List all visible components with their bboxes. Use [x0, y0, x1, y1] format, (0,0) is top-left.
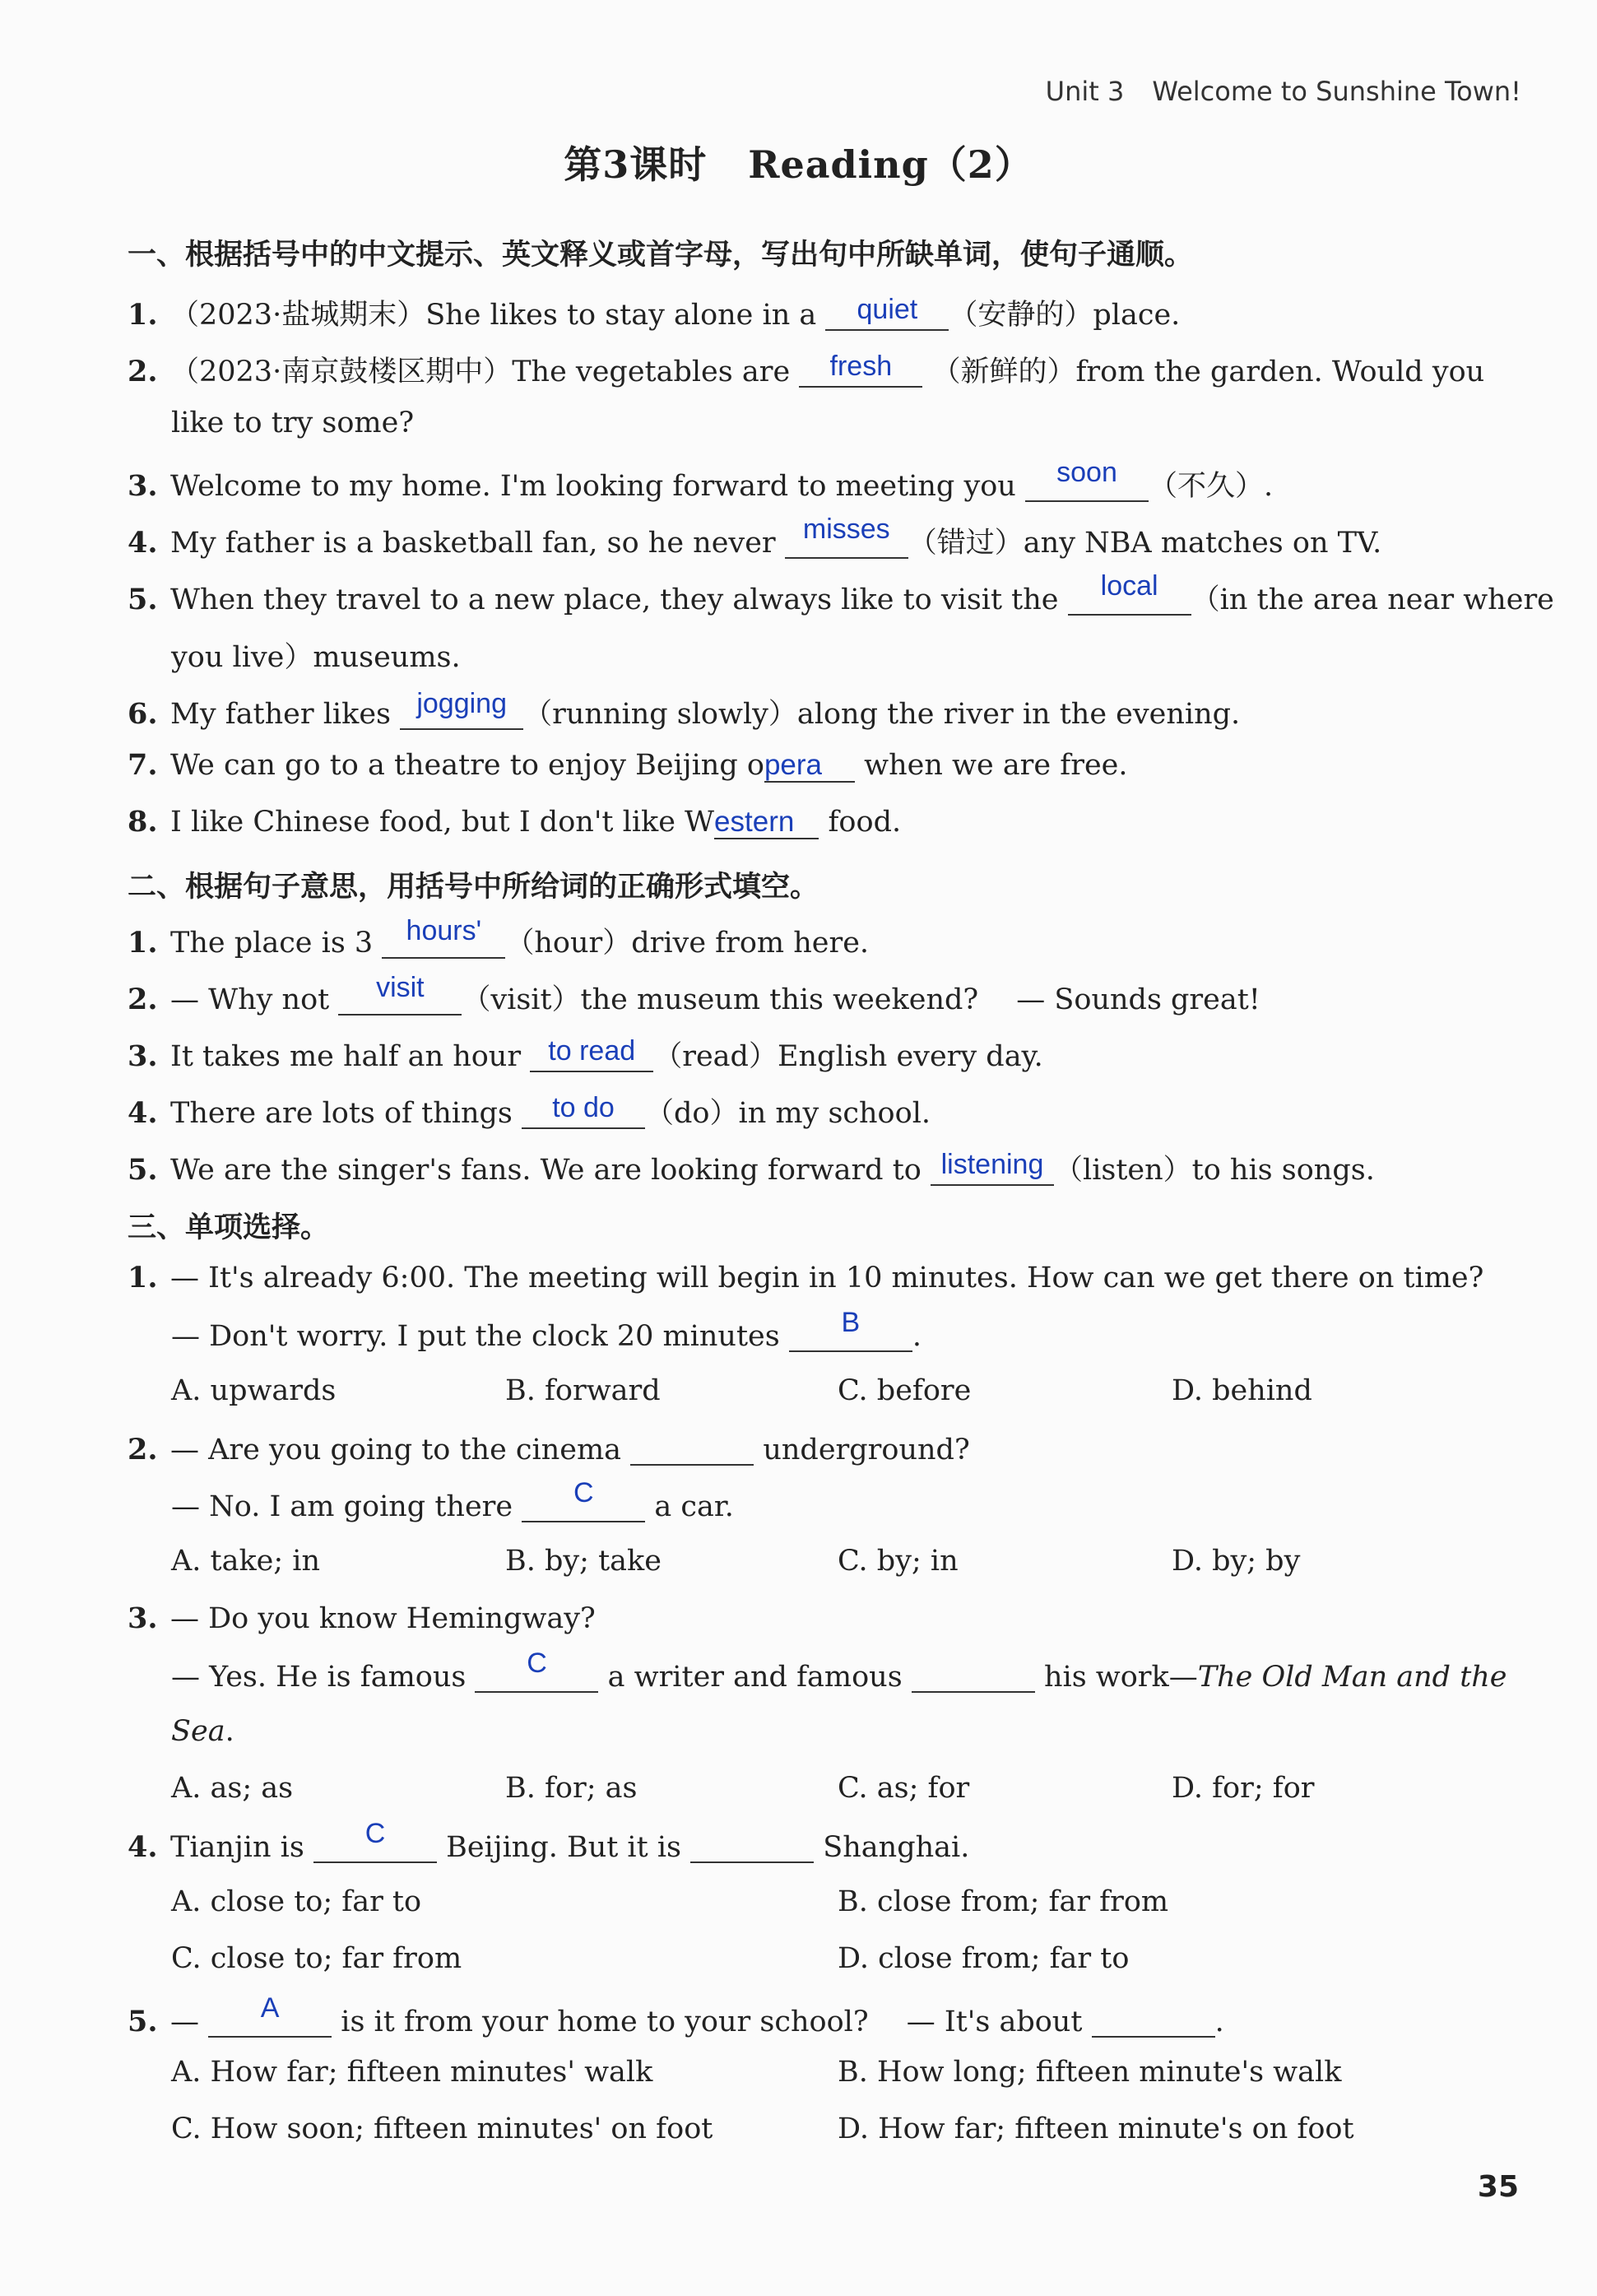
- option-c[interactable]: C. close to; far from: [171, 1942, 462, 1975]
- s3-q2: 2. — Are you going to the cinema underground?: [128, 1433, 970, 1466]
- s3-q3: 3. — Do you know Hemingway?: [128, 1601, 596, 1635]
- s1-item-2-cont: like to try some?: [171, 407, 415, 439]
- s2-item-1: 1. The place is 3 hours' （hour）drive from here.: [128, 915, 870, 960]
- option-c[interactable]: C. by; in: [838, 1545, 959, 1578]
- answer-blank[interactable]: [1092, 2003, 1215, 2038]
- answer-blank[interactable]: soon: [1025, 467, 1149, 502]
- page-title: 第3课时 Reading（2）: [564, 142, 1033, 187]
- s3-q1: 1. — It's already 6:00. The meeting will begin in 10 minutes. How can we get there on time?: [128, 1261, 1484, 1294]
- s1-item-8: 8. I like Chinese food, but I don't like Western food.: [128, 805, 902, 839]
- option-a[interactable]: A. as; as: [171, 1772, 294, 1805]
- page-number: 35: [1477, 2170, 1519, 2204]
- option-a[interactable]: A. upwards: [171, 1374, 337, 1407]
- option-b[interactable]: B. close from; far from: [838, 1885, 1169, 1918]
- answer-blank[interactable]: [912, 1658, 1035, 1693]
- answer-blank[interactable]: local: [1068, 581, 1191, 616]
- s1-item-2: 2. （2023·南京鼓楼区期中）The vegetables are fresh （新鲜的）from the garden. Would you: [128, 351, 1485, 388]
- option-a[interactable]: A. close to; far to: [171, 1885, 422, 1918]
- section-3-heading: 三、单项选择。: [128, 1211, 330, 1244]
- option-a[interactable]: A. How far; fifteen minutes' walk: [171, 2056, 653, 2089]
- option-b[interactable]: B. forward: [505, 1374, 661, 1407]
- s2-item-3: 3. It takes me half an hour to read （read）English every day.: [128, 1035, 1043, 1073]
- option-c[interactable]: C. before: [838, 1374, 972, 1407]
- s3-q3-response: — Yes. He is famous C a writer and famous his work—The Old Man and the: [171, 1648, 1507, 1694]
- s3-q1-response: — Don't worry. I put the clock 20 minutes B .: [171, 1307, 922, 1353]
- s3-q4: 4. Tianjin is C Beijing. But it is Shanghai.: [128, 1818, 970, 1864]
- answer-blank[interactable]: quiet: [825, 296, 949, 331]
- answer-blank[interactable]: misses: [785, 524, 908, 559]
- s3-q5: 5. — A is it from your home to your school? — It's about .: [128, 1992, 1224, 2038]
- s1-item-3: 3. Welcome to my home. I'm looking forward to meeting you soon （不久）.: [128, 457, 1274, 503]
- book-title-cont: Sea: [171, 1715, 225, 1748]
- s3-q2-response: — No. I am going there C a car.: [171, 1477, 734, 1523]
- answer-blank[interactable]: jogging: [400, 695, 523, 730]
- option-b[interactable]: B. How long; fifteen minute's walk: [838, 2056, 1342, 2089]
- section-2-heading: 二、根据句子意思，用括号中所给词的正确形式填空。: [128, 871, 819, 904]
- option-b[interactable]: B. for; as: [505, 1772, 638, 1805]
- answer-blank[interactable]: to do: [522, 1095, 645, 1129]
- option-c[interactable]: C. How soon; fifteen minutes' on foot: [171, 2112, 713, 2145]
- answer-blank[interactable]: [630, 1431, 754, 1466]
- option-d[interactable]: D. by; by: [1172, 1545, 1301, 1578]
- s1-item-4: 4. My father is a basketball fan, so he never misses （错过）any NBA matches on TV.: [128, 514, 1382, 560]
- answer-blank[interactable]: C: [313, 1829, 437, 1863]
- running-header: Unit 3 Welcome to Sunshine Town!: [1045, 76, 1521, 107]
- s2-item-5: 5. We are the singer's fans. We are looking forward to listening （listen）to his songs.: [128, 1149, 1375, 1187]
- answer-blank[interactable]: to read: [530, 1038, 653, 1072]
- s2-item-2: 2. — Why not visit （visit）the museum this weekend? — Sounds great!: [128, 972, 1260, 1016]
- s2-item-4: 4. There are lots of things to do （do）in my school.: [128, 1092, 931, 1130]
- answer-blank[interactable]: fresh: [799, 353, 922, 388]
- option-d[interactable]: D. for; for: [1172, 1772, 1315, 1805]
- s3-q3-response-cont: Sea.: [171, 1715, 234, 1748]
- answer-blank[interactable]: C: [522, 1488, 645, 1522]
- s1-item-5-cont: you live）museums.: [171, 641, 461, 674]
- answer-blank[interactable]: C: [475, 1658, 598, 1693]
- s1-item-7: 7. We can go to a theatre to enjoy Beijing opera when we are free.: [128, 748, 1128, 782]
- answer-blank[interactable]: B: [789, 1318, 912, 1352]
- option-d[interactable]: D. close from; far to: [838, 1942, 1130, 1975]
- answer-blank[interactable]: pera: [764, 749, 855, 783]
- section-1-heading: 一、根据括号中的中文提示、英文释义或首字母，写出句中所缺单词，使句子通顺。: [128, 239, 1194, 272]
- answer-blank[interactable]: hours': [382, 924, 505, 959]
- answer-blank[interactable]: [690, 1829, 814, 1863]
- option-c[interactable]: C. as; for: [838, 1772, 970, 1805]
- option-d[interactable]: D. How far; fifteen minute's on foot: [838, 2112, 1354, 2145]
- answer-blank[interactable]: visit: [338, 981, 462, 1016]
- option-d[interactable]: D. behind: [1172, 1374, 1312, 1407]
- s1-item-6: 6. My father likes jogging （running slowly）along the river in the evening.: [128, 688, 1241, 731]
- answer-blank[interactable]: listening: [931, 1151, 1054, 1186]
- option-b[interactable]: B. by; take: [505, 1545, 662, 1578]
- answer-blank[interactable]: A: [208, 2003, 332, 2038]
- answer-blank[interactable]: estern: [714, 806, 819, 839]
- s1-item-5: 5. When they travel to a new place, they always like to visit the local （in the area near where: [128, 570, 1554, 616]
- book-title: The Old Man and the: [1197, 1661, 1507, 1694]
- option-a[interactable]: A. take; in: [171, 1545, 321, 1578]
- s1-item-1: 1. （2023·盐城期末）She likes to stay alone in a quiet （安静的）place.: [128, 294, 1181, 332]
